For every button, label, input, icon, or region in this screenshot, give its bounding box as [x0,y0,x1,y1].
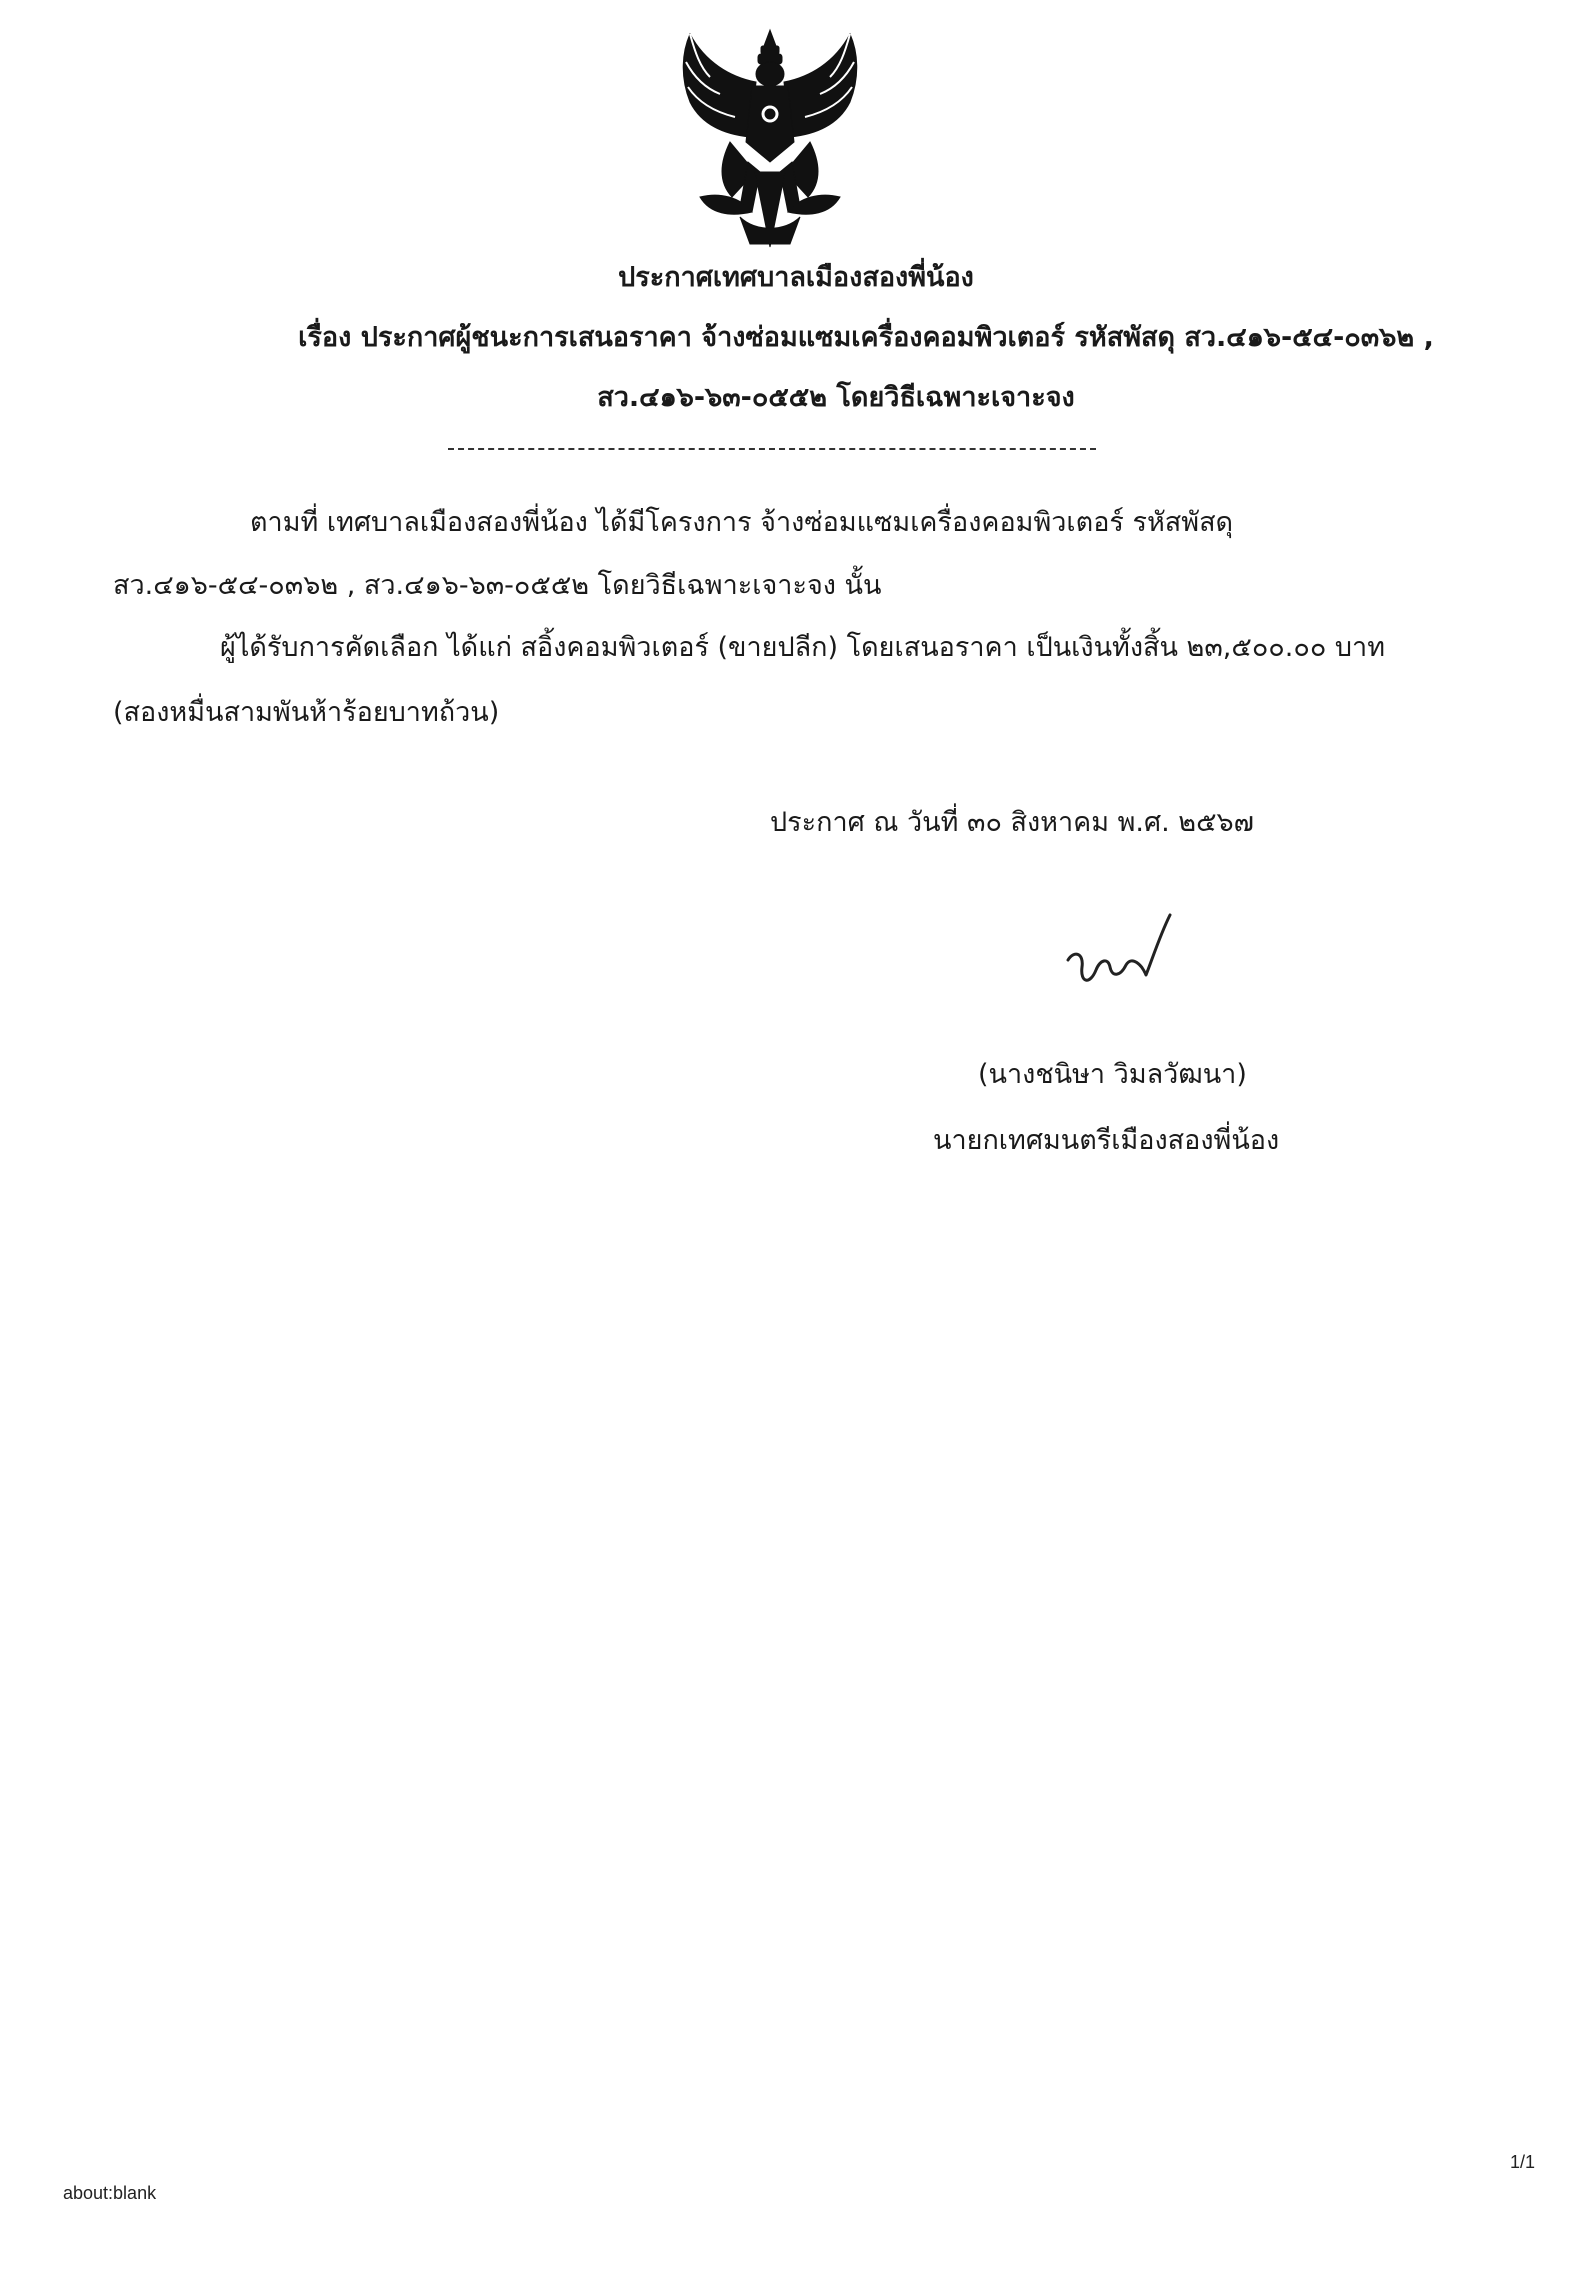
body-paragraph-2-cont: (สองหมื่นสามพันห้าร้อยบาทถ้วน) [113,697,500,728]
handwritten-signature-icon [1060,905,1190,1000]
body-paragraph-2: ผู้ได้รับการคัดเลือก ได้แก่ สอิ้งคอมพิวเตอร์ (ขายปลีก) โดยเสนอราคา เป็นเงินทั้งสิ้น ๒๓,๕๐๐.๐๐ บาท [220,632,1385,663]
footer-url: about:blank [63,2183,157,2203]
dashed-divider [448,448,1096,450]
announcement-date: ประกาศ ณ วันที่ ๓๐ สิงหาคม พ.ศ. ๒๕๖๗ [770,807,1254,838]
signer-name: (นางชนิษา วิมลวัฒนา) [978,1059,1247,1090]
footer-page-number: 1/1 [1510,2152,1536,2172]
signer-title: นายกเทศมนตรีเมืองสองพี่น้อง [933,1125,1280,1156]
body-paragraph-1: ตามที่ เทศบาลเมืองสองพี่น้อง ได้มีโครงการ จ้างซ่อมแซมเครื่องคอมพิวเตอร์ รหัสพัสดุ [250,507,1234,538]
announcement-subject: เรื่อง ประกาศผู้ชนะการเสนอราคา จ้างซ่อมแซมเครื่องคอมพิวเตอร์ รหัสพัสดุ สว.๔๑๖-๕๔-๐๓๖๒ , [298,322,1434,353]
announcement-title: ประกาศเทศบาลเมืองสองพี่น้อง [618,262,974,293]
garuda-emblem-icon [660,22,880,257]
body-paragraph-1-cont: สว.๔๑๖-๕๔-๐๓๖๒ , สว.๔๑๖-๖๓-๐๕๕๒ โดยวิธีเฉพาะเจาะจง นั้น [113,570,882,601]
announcement-subject-cont: สว.๔๑๖-๖๓-๐๕๕๒ โดยวิธีเฉพาะเจาะจง [597,382,1075,413]
